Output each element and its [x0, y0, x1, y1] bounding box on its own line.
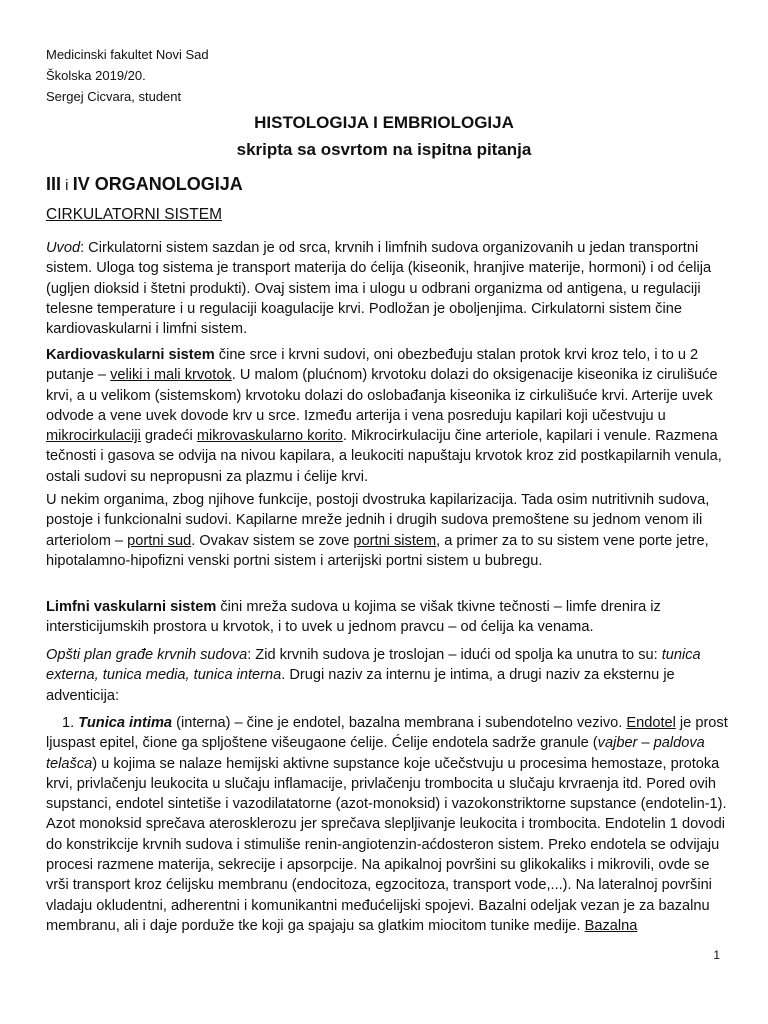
- document-title: HISTOLOGIJA I EMBRIOLOGIJA: [254, 113, 514, 132]
- paragraph-cardiovascular: Kardiovaskularni sistem čine srce i krvni sudovi, oni obezbeđuju stalan protok krvi kroz telo, i to u 2 putanje – veliki i mali krvotok. U malom (plućnom) krvotoku dolazi do oksigenacije kiseonika iz cirulišuće krvi, a u velikom (sistemskom) krvotoku dolazi do oslobađanja kiseonika iz cirkulišuće krvi. Arterije uvek odvode a vene uvek dovode krv u srce. Između arterija i vena posreduju kapilari koji učestvuju u mikrocirkulaciji gradeći mikrovaskularno korito. Mikrocirkulaciju čine arteriole, kapilari i venule. Razmena tečnosti i gasova se odvija na nivou kapilara, a leukociti napuštaju krvotok kroz zid postkapilarnih venula, ostali sudovi su nepropusni za plazmu i ćelije krvi.: [46, 347, 722, 485]
- paragraph-general-plan: Opšti plan građe krvnih sudova: Zid krvnih sudova je troslojan – idući od spolja ka unutra to su: tunica externa, tunica media, tunica interna. Drugi naziv za internu je intima, a drugi naziv za eksternu je adventicija:: [46, 647, 701, 704]
- school-year-line: Školska 2019/20.: [46, 68, 146, 83]
- paragraph-lymphatic: Limfni vaskularni sistem čini mreža sudova u kojima se višak tkivne tečnosti – limfe drenira iz intersticijumskih prostora u krvotok, i to uvek u jednom pravcu – od ćelija ka venama.: [46, 599, 661, 636]
- paragraph-intro: Uvod: Cirkulatorni sistem sazdan je od srca, krvnih i limfnih sudova organizovanih u jedan transportni sistem. Uloga tog sistema je transport materija do ćelija (kiseonik, hranjive materije, hormoni) i od ćelija (ugljen dioksid i štetni produkti). Ovaj sistem ima i ulogu u odbrani organizma od antigena, u regulaciji telesne temperature i u regulaciji koagulacije krvi. Podložan je oboljenjima. Cirkulatorni sistem čine kardiovaskularni i limfni sistem.: [46, 240, 712, 338]
- section-heading: III i IV ORGANOLOGIJA: [46, 174, 243, 194]
- paragraph-portal-system: U nekim organima, zbog njihove funkcije, postoji dvostruka kapilarizacija. Tada osim nutritivnih sudova, postoje i funkcionalni sudovi. Kapilarne mreže jednih i drugih sudova premoštene su jednom venom ili arteriolom – portni sud. Ovakav sistem se zove portni sistem, a primer za to su sistem vene porte jetre, hipotalamno-hipofizni venski portni sistem i arterijski portni sistem u bubregu.: [46, 492, 710, 569]
- document-header: [46, 44, 209, 107]
- page-number: 1: [713, 948, 720, 962]
- document-subtitle: skripta sa osvrtom na ispitna pitanja: [236, 140, 532, 159]
- author-line: Sergej Cicvara, student: [46, 89, 182, 104]
- subsection-heading: CIRKULATORNI SISTEM: [46, 206, 222, 223]
- faculty-line: Medicinski fakultet Novi Sad: [46, 47, 209, 62]
- paragraph-tunica-intima: 1. Tunica intima (interna) – čine je endotel, bazalna membrana i subendotelno vezivo. Endotel je prost ljuspast epitel, čione ga spljoštene višeugaone ćelije. Ćelije endotela sadrže granule (vajber – paldova telašca) u kojima se nalaze hemijski aktivne supstance koje učečstvuju u procesima hemostaze, protoka krvi, privlačenju leukocita u slučaju inflamacije, privlačenju trombocita u slučaju krvraenja itd. Pored ovih supstanci, endotel sintetiše i vazodilatatorne (azot-monoksid) i vazokonstriktorne supstance (endotelin-1). Azot monoksid sprečava aterosklerozu jer sprečava slepljivanje leukocita i trombocita. Endotelin 1 dovodi do konstrikcije krvnih sudova i stimuliše renin-angiotenzin-aćdosteron sistem. Preko endotela se odvijaju procesi razmene materija, sekrecije i apsorpcije. Na apikalnoj površini su glikokaliks i mikrovili, ovde se vrši transport kroz ćelijsku membranu (endocitoza, egzocitoza, transport vode,...). Na lateralnoj površini vladaju okludentni, adherentni i komunikantni međućelijski spojevi. Bazalni odeljak vezan je za bazalnu membranu, ali i daje porduže tke koji ga spajaju sa glatkim miocitom tunike medije. Bazalna: [46, 715, 728, 934]
